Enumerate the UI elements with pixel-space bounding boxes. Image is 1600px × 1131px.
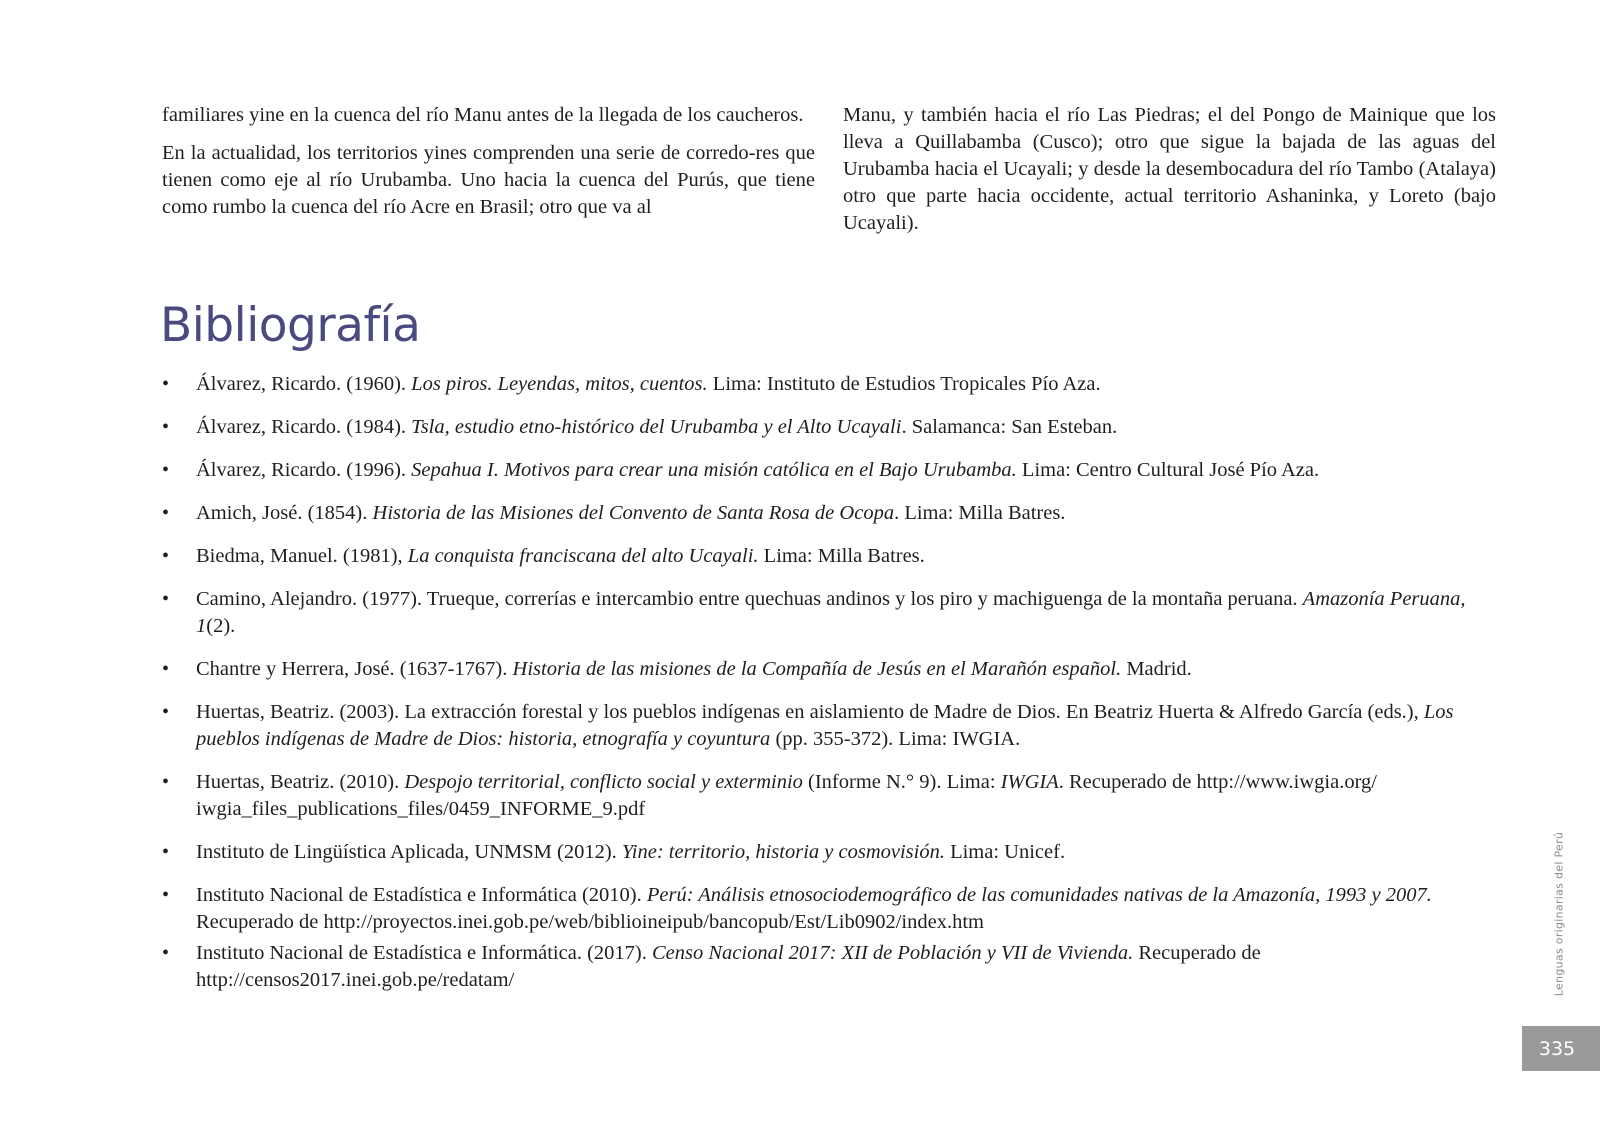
bibliography-entry xyxy=(162,699,1502,753)
bullet: • xyxy=(162,416,170,438)
bullet: • xyxy=(162,545,170,567)
entry-publisher: Lima: Unicef. xyxy=(944,841,1066,863)
intro-paragraph: En la actualidad, los territorios yines comprenden una serie de corredo-res que tienen como eje al río Urubamba. Uno hacia la cuenca del Purús, que tiene como rumbo la cuenca del río Acre en Brasil; otro que va al xyxy=(162,142,815,218)
bibliography-entry xyxy=(162,839,1502,866)
bibliography-entry xyxy=(162,500,1502,527)
entry-title: Tsla, estudio etno-histórico del Urubamba y el Alto Ucayali xyxy=(411,416,902,438)
entry-author: Álvarez, Ricardo. (1960). xyxy=(196,373,412,395)
entry-title: Los piros. Leyendas, mitos, cuentos. xyxy=(411,373,708,395)
entry-publisher: (Informe N.° 9). Lima: xyxy=(802,771,1001,793)
entry-publisher: (2). xyxy=(206,615,236,637)
bullet: • xyxy=(162,373,170,395)
entry-publisher: . Lima: Milla Batres. xyxy=(894,502,1066,524)
bibliography-list xyxy=(162,371,1502,1010)
bibliography-entry xyxy=(162,457,1502,484)
bibliography-entry xyxy=(162,414,1502,441)
entry-publisher: Madrid. xyxy=(1121,658,1192,680)
entry-title: Historia de las Misiones del Convento de Santa Rosa de Ocopa xyxy=(372,502,895,524)
bibliography-entry xyxy=(162,371,1502,398)
entry-author: Chantre y Herrera, José. (1637-1767). xyxy=(196,658,513,680)
bullet: • xyxy=(162,701,170,723)
bibliography-entry xyxy=(162,586,1502,640)
entry-title: Amazonía Peruana, 1 xyxy=(196,588,1466,637)
intro-text xyxy=(162,102,1496,248)
intro-paragraph: Manu, y también hacia el río Las Piedras; el del Pongo de Mainique que los lleva a Quillabamba (Cusco); otro que sigue la bajada de las aguas del Urubamba hacia el Ucayali; y desde la desembocadura del río Tambo (Atalaya) otro que parte hacia occidente, actual territorio Ashaninka, y Loreto (bajo Ucayali). xyxy=(843,104,1496,234)
bullet: • xyxy=(162,658,170,680)
entry-author: Camino, Alejandro. (1977). Trueque, correrías e intercambio entre quechuas andinos y los piro y machiguenga de la montaña peruana. xyxy=(196,588,1303,610)
bullet: • xyxy=(162,502,170,524)
bullet: • xyxy=(162,884,170,906)
bibliography-entry xyxy=(162,656,1502,683)
entry-publisher: Lima: Milla Batres. xyxy=(758,545,925,567)
entry-author: Álvarez, Ricardo. (1996). xyxy=(196,459,412,481)
entry-publisher: (pp. 355-372). Lima: IWGIA. xyxy=(770,728,1021,750)
entry-author: Biedma, Manuel. (1981), xyxy=(196,545,408,567)
entry-title: La conquista franciscana del alto Ucayali. xyxy=(407,545,759,567)
entry-publisher: . Salamanca: San Esteban. xyxy=(901,416,1118,438)
bullet: • xyxy=(162,771,170,793)
intro-paragraph: familiares yine en la cuenca del río Manu antes de la llegada de los caucheros. xyxy=(162,104,804,126)
entry-publisher-italic: IWGIA xyxy=(1000,771,1059,793)
intro-left-column xyxy=(162,102,815,248)
entry-title: Sepahua I. Motivos para crear una misión católica en el Bajo Urubamba. xyxy=(411,459,1017,481)
bibliography-entry xyxy=(162,543,1502,570)
intro-right-column xyxy=(843,102,1496,248)
entry-url: . Recuperado de http://www.iwgia.org/ iwgia_files_publications_files/0459_INFORME_9.pdf xyxy=(196,771,1377,820)
entry-url: Recuperado de http://proyectos.inei.gob.pe/web/biblioineipub/bancopub/Est/Lib0902/index.htm xyxy=(196,911,984,933)
running-side-label: Lenguas originarias del Perú xyxy=(1552,831,1566,997)
entry-author: Instituto Nacional de Estadística e Informática (2010). xyxy=(196,884,647,906)
entry-title: Yine: territorio, historia y cosmovisión. xyxy=(621,841,945,863)
entry-author: Álvarez, Ricardo. (1984). xyxy=(196,416,412,438)
entry-url: Recuperado de http://censos2017.inei.gob.pe/redatam/ xyxy=(196,942,1261,991)
entry-title: Despojo territorial, conflicto social y exterminio xyxy=(404,771,803,793)
section-heading: Bibliografía xyxy=(160,298,421,353)
entry-author: Instituto de Lingüística Aplicada, UNMSM (2012). xyxy=(196,841,622,863)
entry-title: Los pueblos indígenas de Madre de Dios: historia, etnografía y coyuntura xyxy=(196,701,1454,750)
page-number: 335 xyxy=(1522,1026,1600,1071)
entry-title: Censo Nacional 2017: XII de Población y VII de Vivienda. xyxy=(651,942,1134,964)
entry-author: Amich, José. (1854). xyxy=(196,502,373,524)
bibliography-entry xyxy=(162,769,1502,823)
bullet: • xyxy=(162,841,170,863)
entry-author: Huertas, Beatriz. (2003). La extracción forestal y los pueblos indígenas en aislamiento de Madre de Dios. En Beatriz Huerta & Alfredo García (eds.), xyxy=(196,701,1424,723)
entry-publisher: Lima: Instituto de Estudios Tropicales Pío Aza. xyxy=(707,373,1101,395)
bibliography-entry xyxy=(162,882,1502,936)
entry-publisher: Lima: Centro Cultural José Pío Aza. xyxy=(1016,459,1320,481)
entry-author: Huertas, Beatriz. (2010). xyxy=(196,771,405,793)
bullet: • xyxy=(162,588,170,610)
entry-title: Perú: Análisis etnosociodemográfico de las comunidades nativas de la Amazonía, 1993 y 2007. xyxy=(646,884,1432,906)
bullet: • xyxy=(162,459,170,481)
entry-title: Historia de las misiones de la Compañía de Jesús en el Marañón español. xyxy=(512,658,1122,680)
entry-author: Instituto Nacional de Estadística e Informática. (2017). xyxy=(196,942,652,964)
bullet: • xyxy=(162,942,170,964)
bibliography-entry xyxy=(162,940,1502,994)
